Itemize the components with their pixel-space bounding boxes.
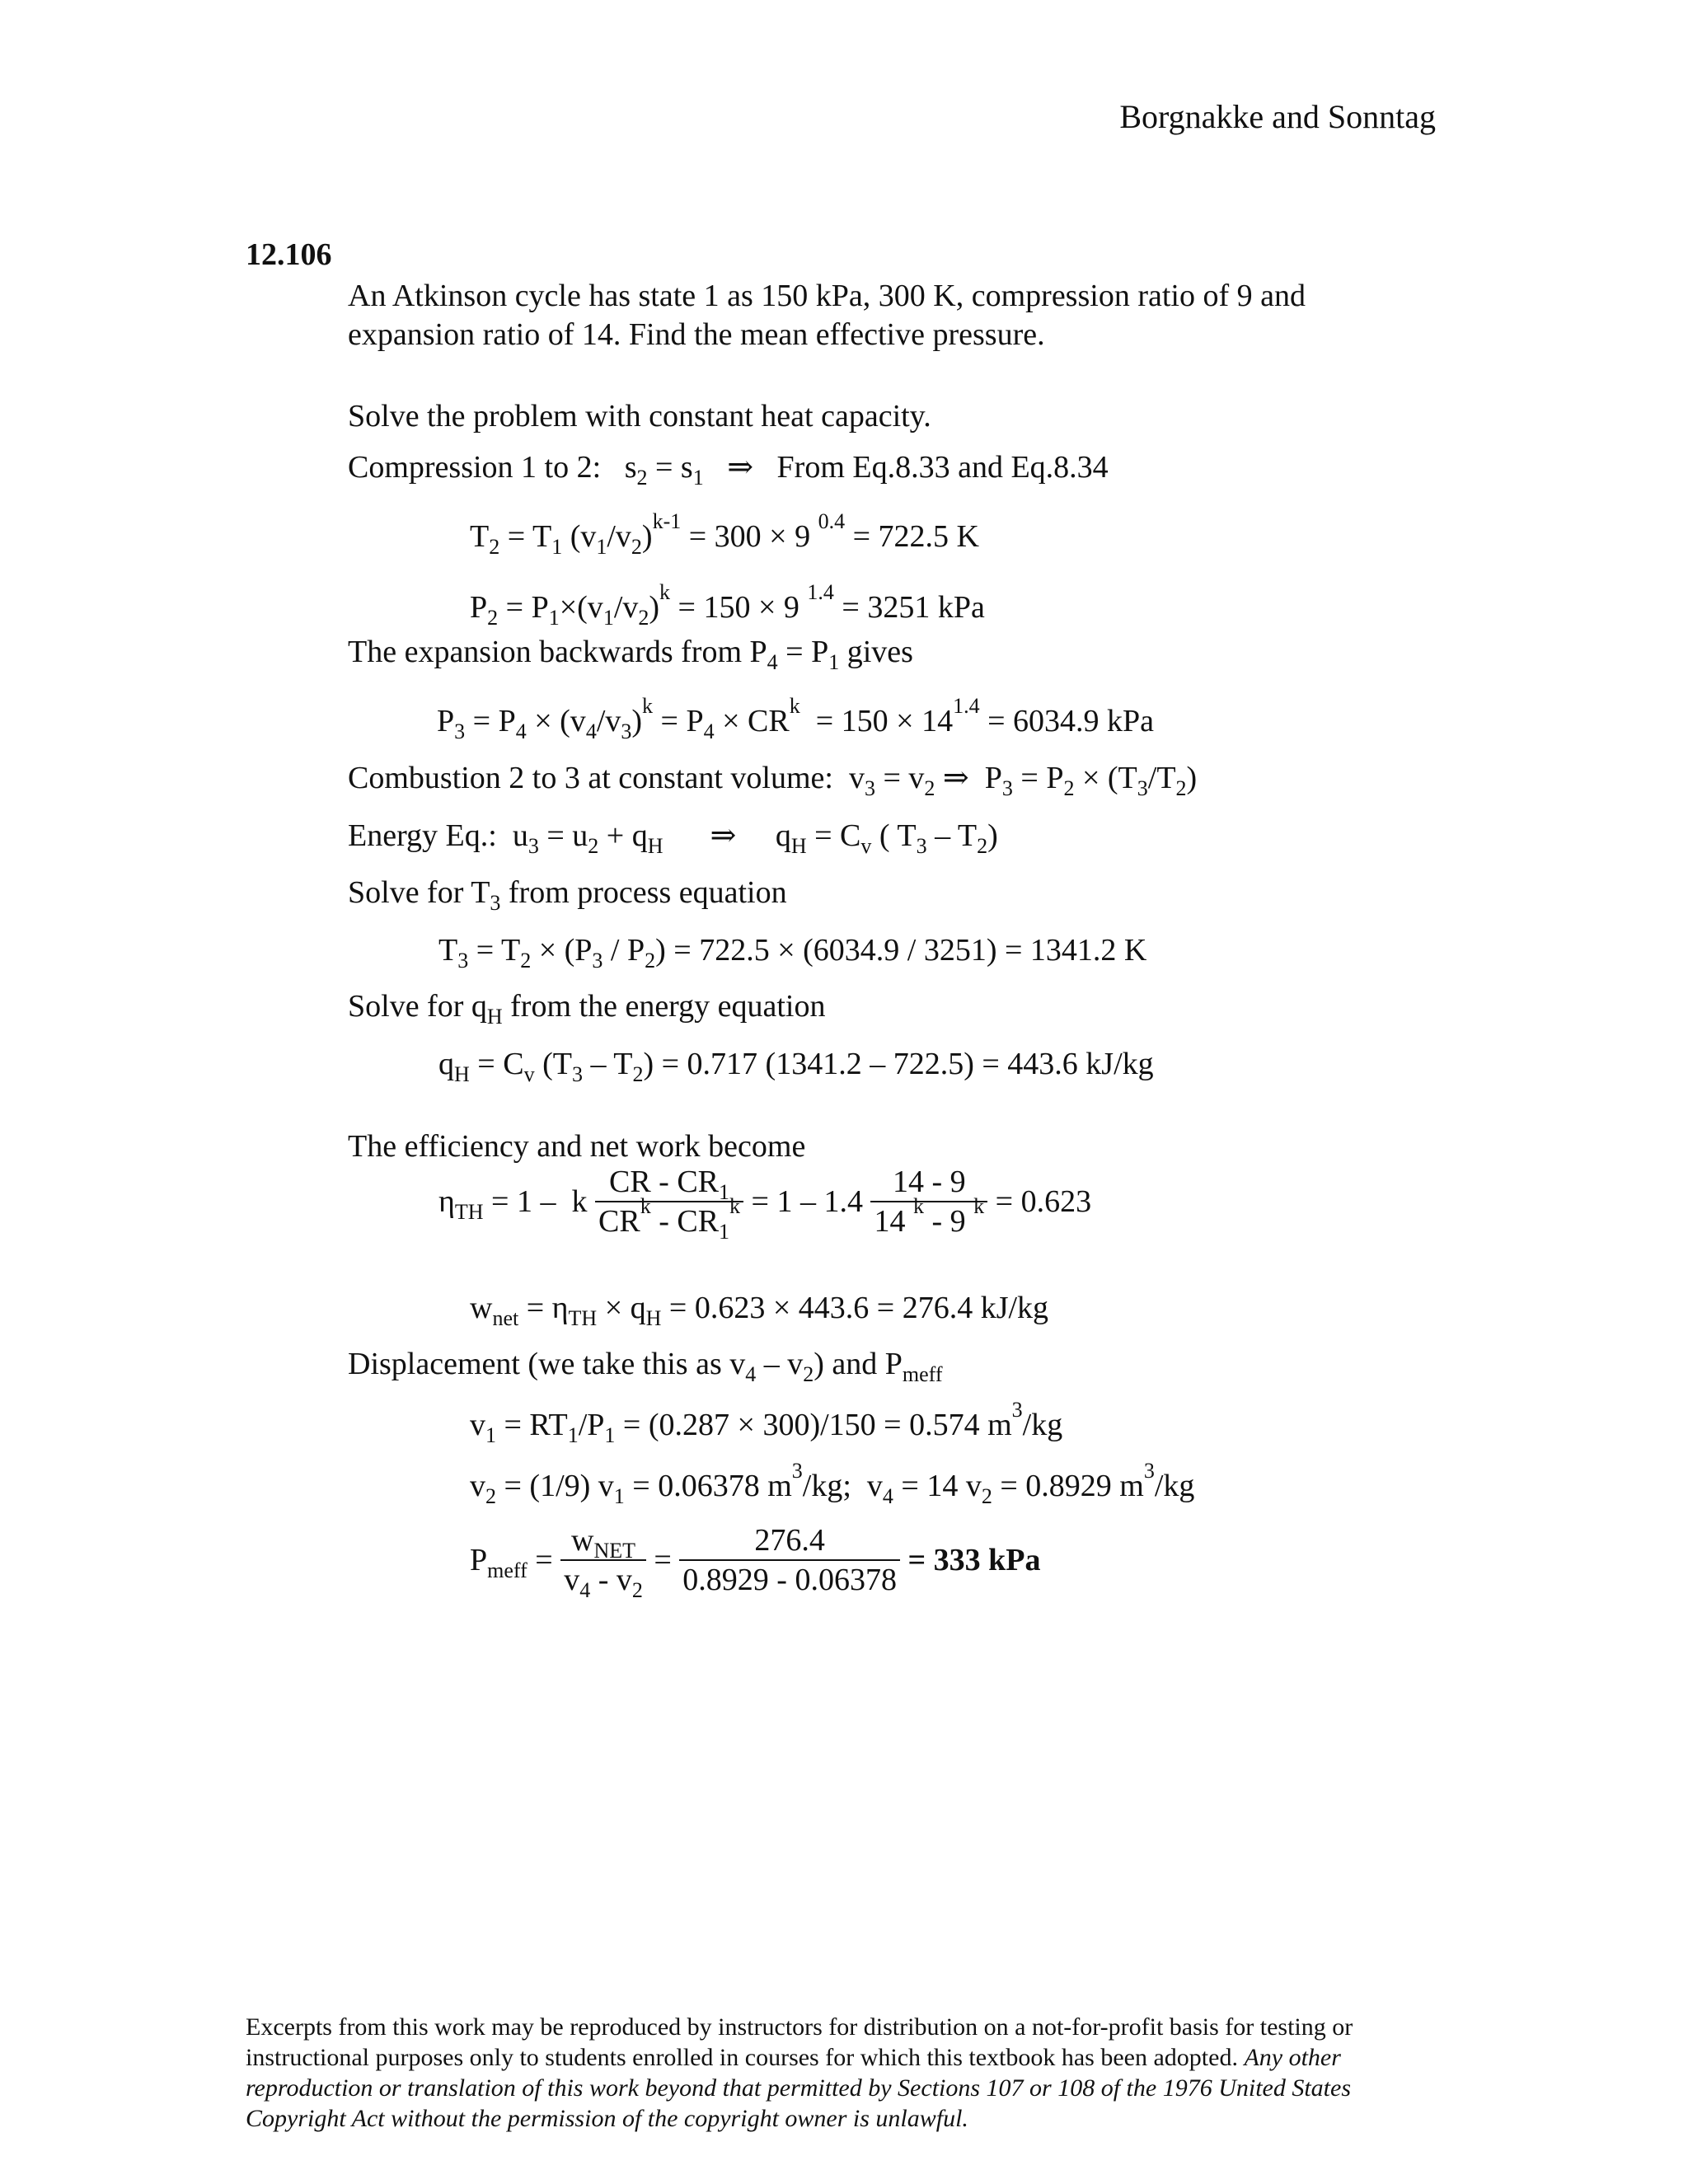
equation-pmeff: $P_{meff}$ = $\frac{w_{NET}}{v_4 - v_2}$ = $\frac{276.4}{0.8929 - 0.06378}$ = 333 kPa: [470, 1523, 1041, 1602]
equation-efficiency: $\eta_{TH} = 1 - k$ $\frac{CR - CR_1}{CR^k - CR_1^k}$ = 1 – 1.4 $\frac{14 - 9}{14 ^k - 9 ^k}$ = 0.623: [438, 1165, 1092, 1244]
expansion-text: The expansion backwards from: [348, 635, 743, 669]
v1-unit: /kg: [1022, 1408, 1063, 1442]
equation-t3: $T_3 = T_2 \times (P_3 / P_2) = 722.5 \times (6034.9 / 3251) = 1341.2$ K: [438, 933, 1147, 972]
energy-label: Energy Eq.:: [348, 818, 497, 853]
equation-qh: $q_H = C_v$ $(T_3 - T_2) = 0.717$ (1341.2 – 722.5) = 443.6 kJ/kg: [438, 1047, 1154, 1086]
equation-v2-v4: $v_2 = (1/9) v_1 = 0.06378$ $m^3/kg$; $v_4 = 14$ $v_2 = 0.8929$ $m^3/kg$: [470, 1459, 1195, 1508]
problem-statement-line-1: An Atkinson cycle has state 1 as 150 kPa, 300 K, compression ratio of 9 and: [348, 279, 1306, 313]
compression-line: Compression 1 to 2: $s_2 = s_1$ ⇒ From Eq.8.33 and Eq.8.34: [348, 450, 1109, 490]
equation-v1: $v_1 = RT_1/P_1 = (0.287 \times 300)/150 = 0.574$ $m^3/kg$: [470, 1398, 1063, 1447]
solve-qh-suffix: from the energy equation: [510, 989, 826, 1024]
p2-result: = 3251 kPa: [842, 590, 985, 625]
pmeff-denominator: 0.8929 - 0.06378: [682, 1563, 897, 1597]
compression-label: Compression 1 to 2:: [348, 450, 602, 485]
copyright-footer: [246, 2012, 1449, 2134]
efficiency-result: = 0.623: [995, 1184, 1092, 1219]
solve-qh-label: Solve for: [348, 989, 464, 1024]
pmeff-result: = 333 kPa: [907, 1543, 1041, 1577]
solution-intro: Solve the problem with constant heat capacity.: [348, 399, 931, 434]
page-header-authors: Borgnakke and Sonntag: [1119, 98, 1436, 135]
v1-calculation: = (0.287 × 300)/150 = 0.574 m: [622, 1408, 1012, 1442]
efficiency-fraction-numeric: $\frac{14 - 9}{14 ^k - 9 ^k}$: [870, 1166, 987, 1237]
problem-number: 12.106: [246, 237, 332, 272]
pmeff-fraction-numeric: [679, 1525, 900, 1596]
solve-t3-line: Solve for $T_3$ from process equation: [348, 875, 787, 915]
equation-wnet: $w_{net} = \eta_{TH} \times q_H = 0.623 \times 443.6 = 276.4$ kJ/kg: [470, 1291, 1049, 1330]
footer-italic-text: Any other reproduction or translation of this work beyond that permitted by Sections 107 or 108 of the 1976 United States Copyright Act without the permission of the copyright owner is unlawful.: [246, 2044, 1352, 2132]
compression-reference: From Eq.8.33 and Eq.8.34: [776, 450, 1109, 485]
energy-equation-line: Energy Eq.: $u_3 = u_2 + q_H$ ⇒ $q_H = C_v$ ( $T_3 - T_2$): [348, 818, 998, 858]
solve-qh-line: Solve for $q_H$ from the energy equation: [348, 989, 826, 1029]
p3-result: = 6034.9 kPa: [987, 704, 1155, 738]
v4-calculation: = 14: [901, 1469, 959, 1503]
combustion-label: Combustion 2 to 3 at constant volume:: [348, 761, 833, 795]
equation-p2: $P_2 = P_1\times(v_1/v_2)^k = 150 \times 9$ $^{1.4}$ = 3251 kPa: [470, 580, 985, 630]
v4-value: = 0.8929 m: [1000, 1469, 1144, 1503]
displacement-line: Displacement (we take this as $v_4 - v_2$) and $P_{meff}$: [348, 1347, 943, 1386]
wnet-calculation: = 0.623 × 443.6 = 276.4 kJ/kg: [668, 1291, 1049, 1325]
t3-calculation: = 722.5 × (6034.9 / 3251) = 1341.2 K: [673, 933, 1147, 968]
efficiency-label: The efficiency and net work become: [348, 1129, 806, 1164]
displacement-and: and: [832, 1347, 878, 1381]
solve-t3-label: Solve for: [348, 875, 464, 910]
efficiency-fraction-symbolic: $\frac{CR - CR_1}{CR^k - CR_1^k}$: [595, 1166, 743, 1237]
problem-statement: [348, 277, 1306, 354]
qh-calculation: = 0.717 (1341.2 – 722.5) = 443.6 kJ/kg: [661, 1047, 1154, 1081]
v2-calculation: = (1/9): [504, 1469, 591, 1503]
pmeff-fraction-symbolic: $\frac{w_{NET}}{v_4 - v_2}$: [560, 1525, 646, 1596]
v2-value: = 0.06378 m: [632, 1469, 792, 1503]
footer-plain-text: Excerpts from this work may be reproduced by instructors for distribution on a not-for-profit basis for testing or instructional purposes only to students enrolled in courses for which this textbook has been adopted.: [246, 2013, 1353, 2071]
solve-t3-suffix: from process equation: [508, 875, 787, 910]
equation-p3: $P_3 = P_4 \times (v_4/v_3)^k = P_4 \times CR^k = 150 \times 14^{1.4} = 6034.9$ kPa: [437, 694, 1155, 743]
pmeff-numerator: 276.4: [679, 1525, 900, 1561]
t2-result: = 722.5 K: [852, 519, 979, 554]
combustion-line: Combustion 2 to 3 at constant volume: $v_3 = v_2$ ⇒ $P_3 = P_2 \times (T_3/T_2)$: [348, 761, 1198, 800]
problem-statement-line-2: expansion ratio of 14. Find the mean effective pressure.: [348, 317, 1045, 352]
equation-t2: $T_2 = T_1$ $(v_1/v_2)^{k-1} = 300 \times 9$ $^{0.4}$ = 722.5 K: [470, 509, 979, 559]
displacement-label: Displacement (we take this as: [348, 1347, 722, 1381]
expansion-line: The expansion backwards from $P_4 = P_1$ gives: [348, 635, 913, 674]
expansion-gives: gives: [846, 635, 913, 669]
